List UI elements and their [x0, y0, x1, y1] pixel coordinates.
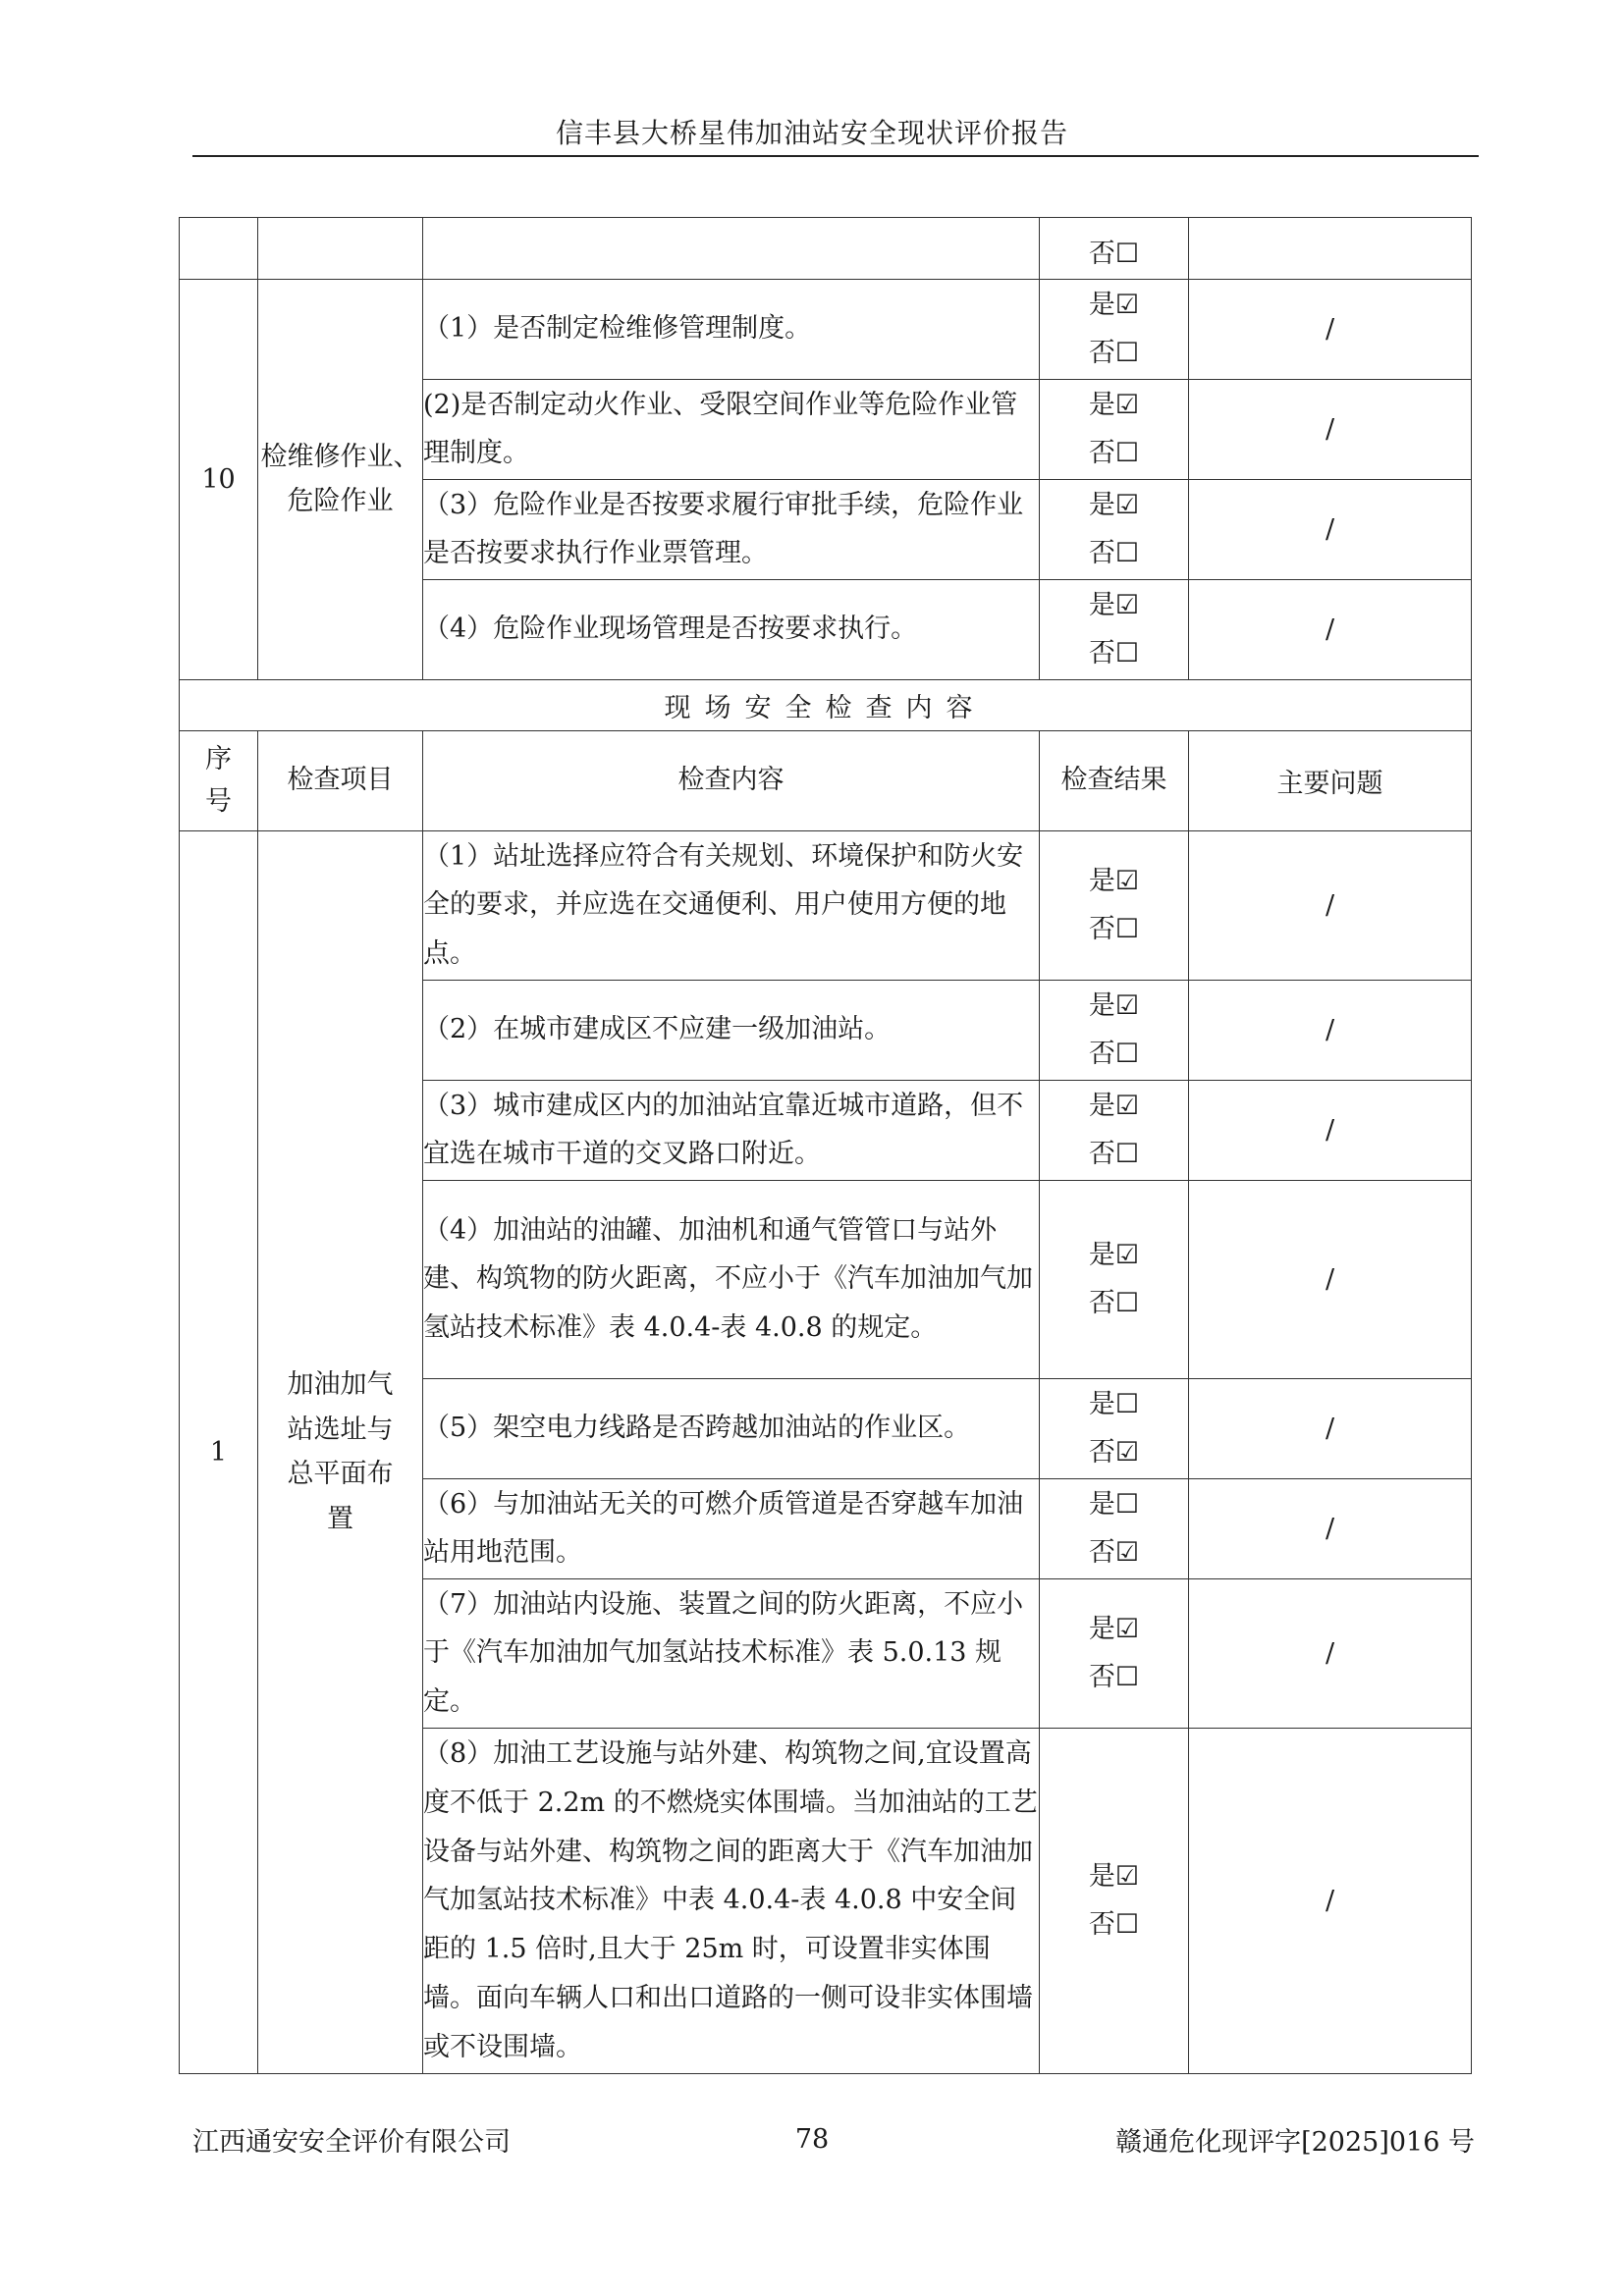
result-no: 否☐: [1088, 1039, 1140, 1070]
problem-cell: /: [1189, 830, 1472, 980]
problem-cell: /: [1189, 980, 1472, 1080]
result-yes: 是☑: [1088, 1613, 1140, 1644]
result-yes: 是☑: [1088, 389, 1140, 420]
problem-cell: /: [1189, 579, 1472, 679]
problem-cell: /: [1189, 1478, 1472, 1578]
result-yes: 是☑: [1088, 989, 1140, 1021]
result-no: 否☐: [1088, 1662, 1140, 1693]
footer-company: 江西通安安全评价有限公司: [192, 2127, 511, 2158]
result-cell: [1040, 1478, 1189, 1578]
seq-cell: [180, 218, 258, 280]
content-cell: （8）加油工艺设施与站外建、构筑物之间,宜设置高度不低于 2.2m 的不燃烧实体围墙。当加油站的工艺设备与站外建、构筑物之间的距离大于《汽车加油加气加氢站技术标准》中表 4.0.4-表 4.0.8 中安全间距的 1.5 倍时,且大于 25m 时，可设置非实体围墙。面向车辆人口和出口道路的一侧可设非实体围墙或不设围墙。: [423, 1728, 1040, 2073]
content-cell: （2）在城市建成区不应建一级加油站。: [423, 980, 1040, 1080]
content-cell: （1）是否制定检维修管理制度。: [423, 279, 1040, 379]
problem-cell: /: [1189, 1378, 1472, 1478]
content-cell: （3）城市建成区内的加油站宜靠近城市道路，但不宜选在城市干道的交叉路口附近。: [423, 1080, 1040, 1180]
problem-cell: /: [1189, 1578, 1472, 1728]
header-divider: [192, 155, 1479, 157]
problem-cell: /: [1189, 1180, 1472, 1378]
section-title: 现场安全检查内容: [180, 679, 1472, 730]
inspection-table: [179, 217, 1472, 2074]
result-no: 否☐: [1088, 914, 1140, 945]
result-no: 否☐: [1088, 239, 1140, 269]
result-no: 否☑: [1088, 1437, 1140, 1468]
content-cell: (2)是否制定动火作业、受限空间作业等危险作业管理制度。: [423, 379, 1040, 479]
result-cell: [1040, 379, 1189, 479]
item-cell: [258, 218, 423, 280]
content-cell: （6）与加油站无关的可燃介质管道是否穿越车加油站用地范围。: [423, 1478, 1040, 1578]
content-cell: （4）危险作业现场管理是否按要求执行。: [423, 579, 1040, 679]
seq-cell: 1: [180, 830, 258, 2073]
result-cell: [1040, 218, 1189, 280]
header-item: 检查项目: [258, 730, 423, 830]
result-cell: [1040, 279, 1189, 379]
seq-cell: 10: [180, 279, 258, 679]
result-yes: 是☑: [1088, 1860, 1140, 1892]
header-seq: 序号: [180, 730, 258, 830]
footer-doc-number: 赣通危化现评字[2025]016 号: [1115, 2127, 1475, 2158]
result-no: 否☐: [1088, 438, 1140, 469]
result-cell: [1040, 579, 1189, 679]
problem-cell: [1189, 218, 1472, 280]
problem-cell: /: [1189, 1080, 1472, 1180]
result-cell: [1040, 1378, 1189, 1478]
result-no: 否☐: [1088, 1139, 1140, 1170]
item-cell: 加油加气站选址与总平面布置: [258, 830, 423, 2073]
content-cell: （1）站址选择应符合有关规划、环境保护和防火安全的要求，并应选在交通便利、用户使用方便的地点。: [423, 830, 1040, 980]
result-yes: 是☐: [1088, 1388, 1140, 1419]
content-cell: （3）危险作业是否按要求履行审批手续，危险作业是否按要求执行作业票管理。: [423, 479, 1040, 579]
header-content: 检查内容: [423, 730, 1040, 830]
content-cell: [423, 218, 1040, 280]
result-cell: [1040, 1728, 1189, 2073]
result-no: 否☐: [1088, 638, 1140, 669]
header-result: 检查结果: [1040, 730, 1189, 830]
table-row: [180, 218, 1472, 280]
result-no: 否☐: [1088, 1909, 1140, 1941]
result-yes: 是☑: [1088, 289, 1140, 320]
result-yes: 是☑: [1088, 1090, 1140, 1121]
result-cell: [1040, 1578, 1189, 1728]
content-cell: （7）加油站内设施、装置之间的防火距离，不应小于《汽车加油加气加氢站技术标准》表 5.0.13 规定。: [423, 1578, 1040, 1728]
problem-cell: /: [1189, 479, 1472, 579]
problem-cell: /: [1189, 379, 1472, 479]
result-cell: [1040, 830, 1189, 980]
result-cell: [1040, 479, 1189, 579]
result-yes: 是☑: [1088, 865, 1140, 896]
result-cell: [1040, 1080, 1189, 1180]
problem-cell: /: [1189, 279, 1472, 379]
result-yes: 是☑: [1088, 589, 1140, 620]
content-cell: （5）架空电力线路是否跨越加油站的作业区。: [423, 1378, 1040, 1478]
header-problem: 主要问题: [1189, 730, 1472, 830]
table-row: [180, 830, 1472, 980]
result-yes: 是☐: [1088, 1488, 1140, 1520]
problem-cell: /: [1189, 1728, 1472, 2073]
item-cell: 检维修作业、危险作业: [258, 279, 423, 679]
table-row: [180, 279, 1472, 379]
result-no: 否☐: [1088, 338, 1140, 369]
result-cell: [1040, 1180, 1189, 1378]
result-cell: [1040, 980, 1189, 1080]
table-row: [180, 679, 1472, 730]
page-header-title: 信丰县大桥星伟加油站安全现状评价报告: [555, 117, 1068, 149]
page-number: 78: [794, 2124, 830, 2155]
result-no: 否☑: [1088, 1537, 1140, 1569]
result-yes: 是☑: [1088, 1239, 1140, 1270]
content-cell: （4）加油站的油罐、加油机和通气管管口与站外建、构筑物的防火距离，不应小于《汽车加油加气加氢站技术标准》表 4.0.4-表 4.0.8 的规定。: [423, 1180, 1040, 1378]
result-no: 否☐: [1088, 1288, 1140, 1319]
result-yes: 是☑: [1088, 489, 1140, 520]
table-header-row: [180, 730, 1472, 830]
result-no: 否☐: [1088, 538, 1140, 569]
